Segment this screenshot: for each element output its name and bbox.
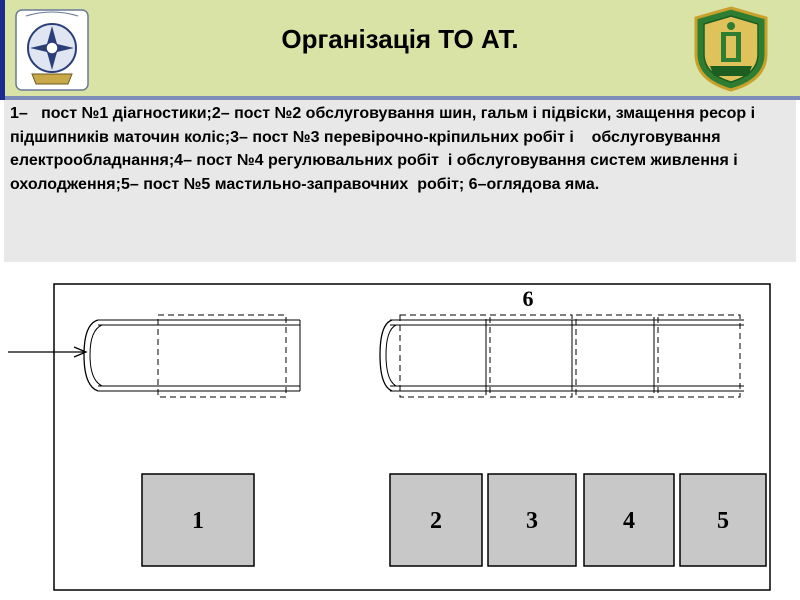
- page-title: Організація ТО АТ.: [281, 24, 519, 54]
- post-2: [390, 474, 482, 566]
- inspection-pit: [380, 315, 744, 397]
- university-emblem-icon: [12, 6, 92, 94]
- post-label: 1: [192, 508, 204, 534]
- post-label: 3: [526, 508, 538, 534]
- post-4: [584, 474, 674, 566]
- entry-arrow-icon: [8, 347, 86, 357]
- header-accent-bar: [0, 0, 5, 100]
- vehicle-left: [84, 315, 300, 397]
- pit-label: 6: [522, 286, 534, 311]
- post-1: [142, 474, 254, 566]
- post-label: 4: [623, 508, 635, 534]
- legend-text-box: [4, 100, 796, 262]
- header: [0, 0, 800, 100]
- workshop-layout-diagram: [0, 262, 800, 600]
- post-3: [488, 474, 576, 566]
- legend-text: 1– пост №1 діагностики;2– пост №2 обслуговування шин, гальм і підвіски, змащення ресор і підшипників маточин коліс;3– пост №3 перевірочно-кріпильних робіт і обслуговування електрообладнання;4– пост №4 регулювальних робіт і обслуговування систем живлення і охолодження;5– пост №5 мастильно-заправочних робіт; 6–оглядова яма.: [10, 105, 760, 193]
- post-5: [680, 474, 766, 566]
- post-label: 2: [430, 508, 442, 534]
- post-label: 5: [717, 508, 729, 534]
- college-crest-icon: [688, 4, 774, 94]
